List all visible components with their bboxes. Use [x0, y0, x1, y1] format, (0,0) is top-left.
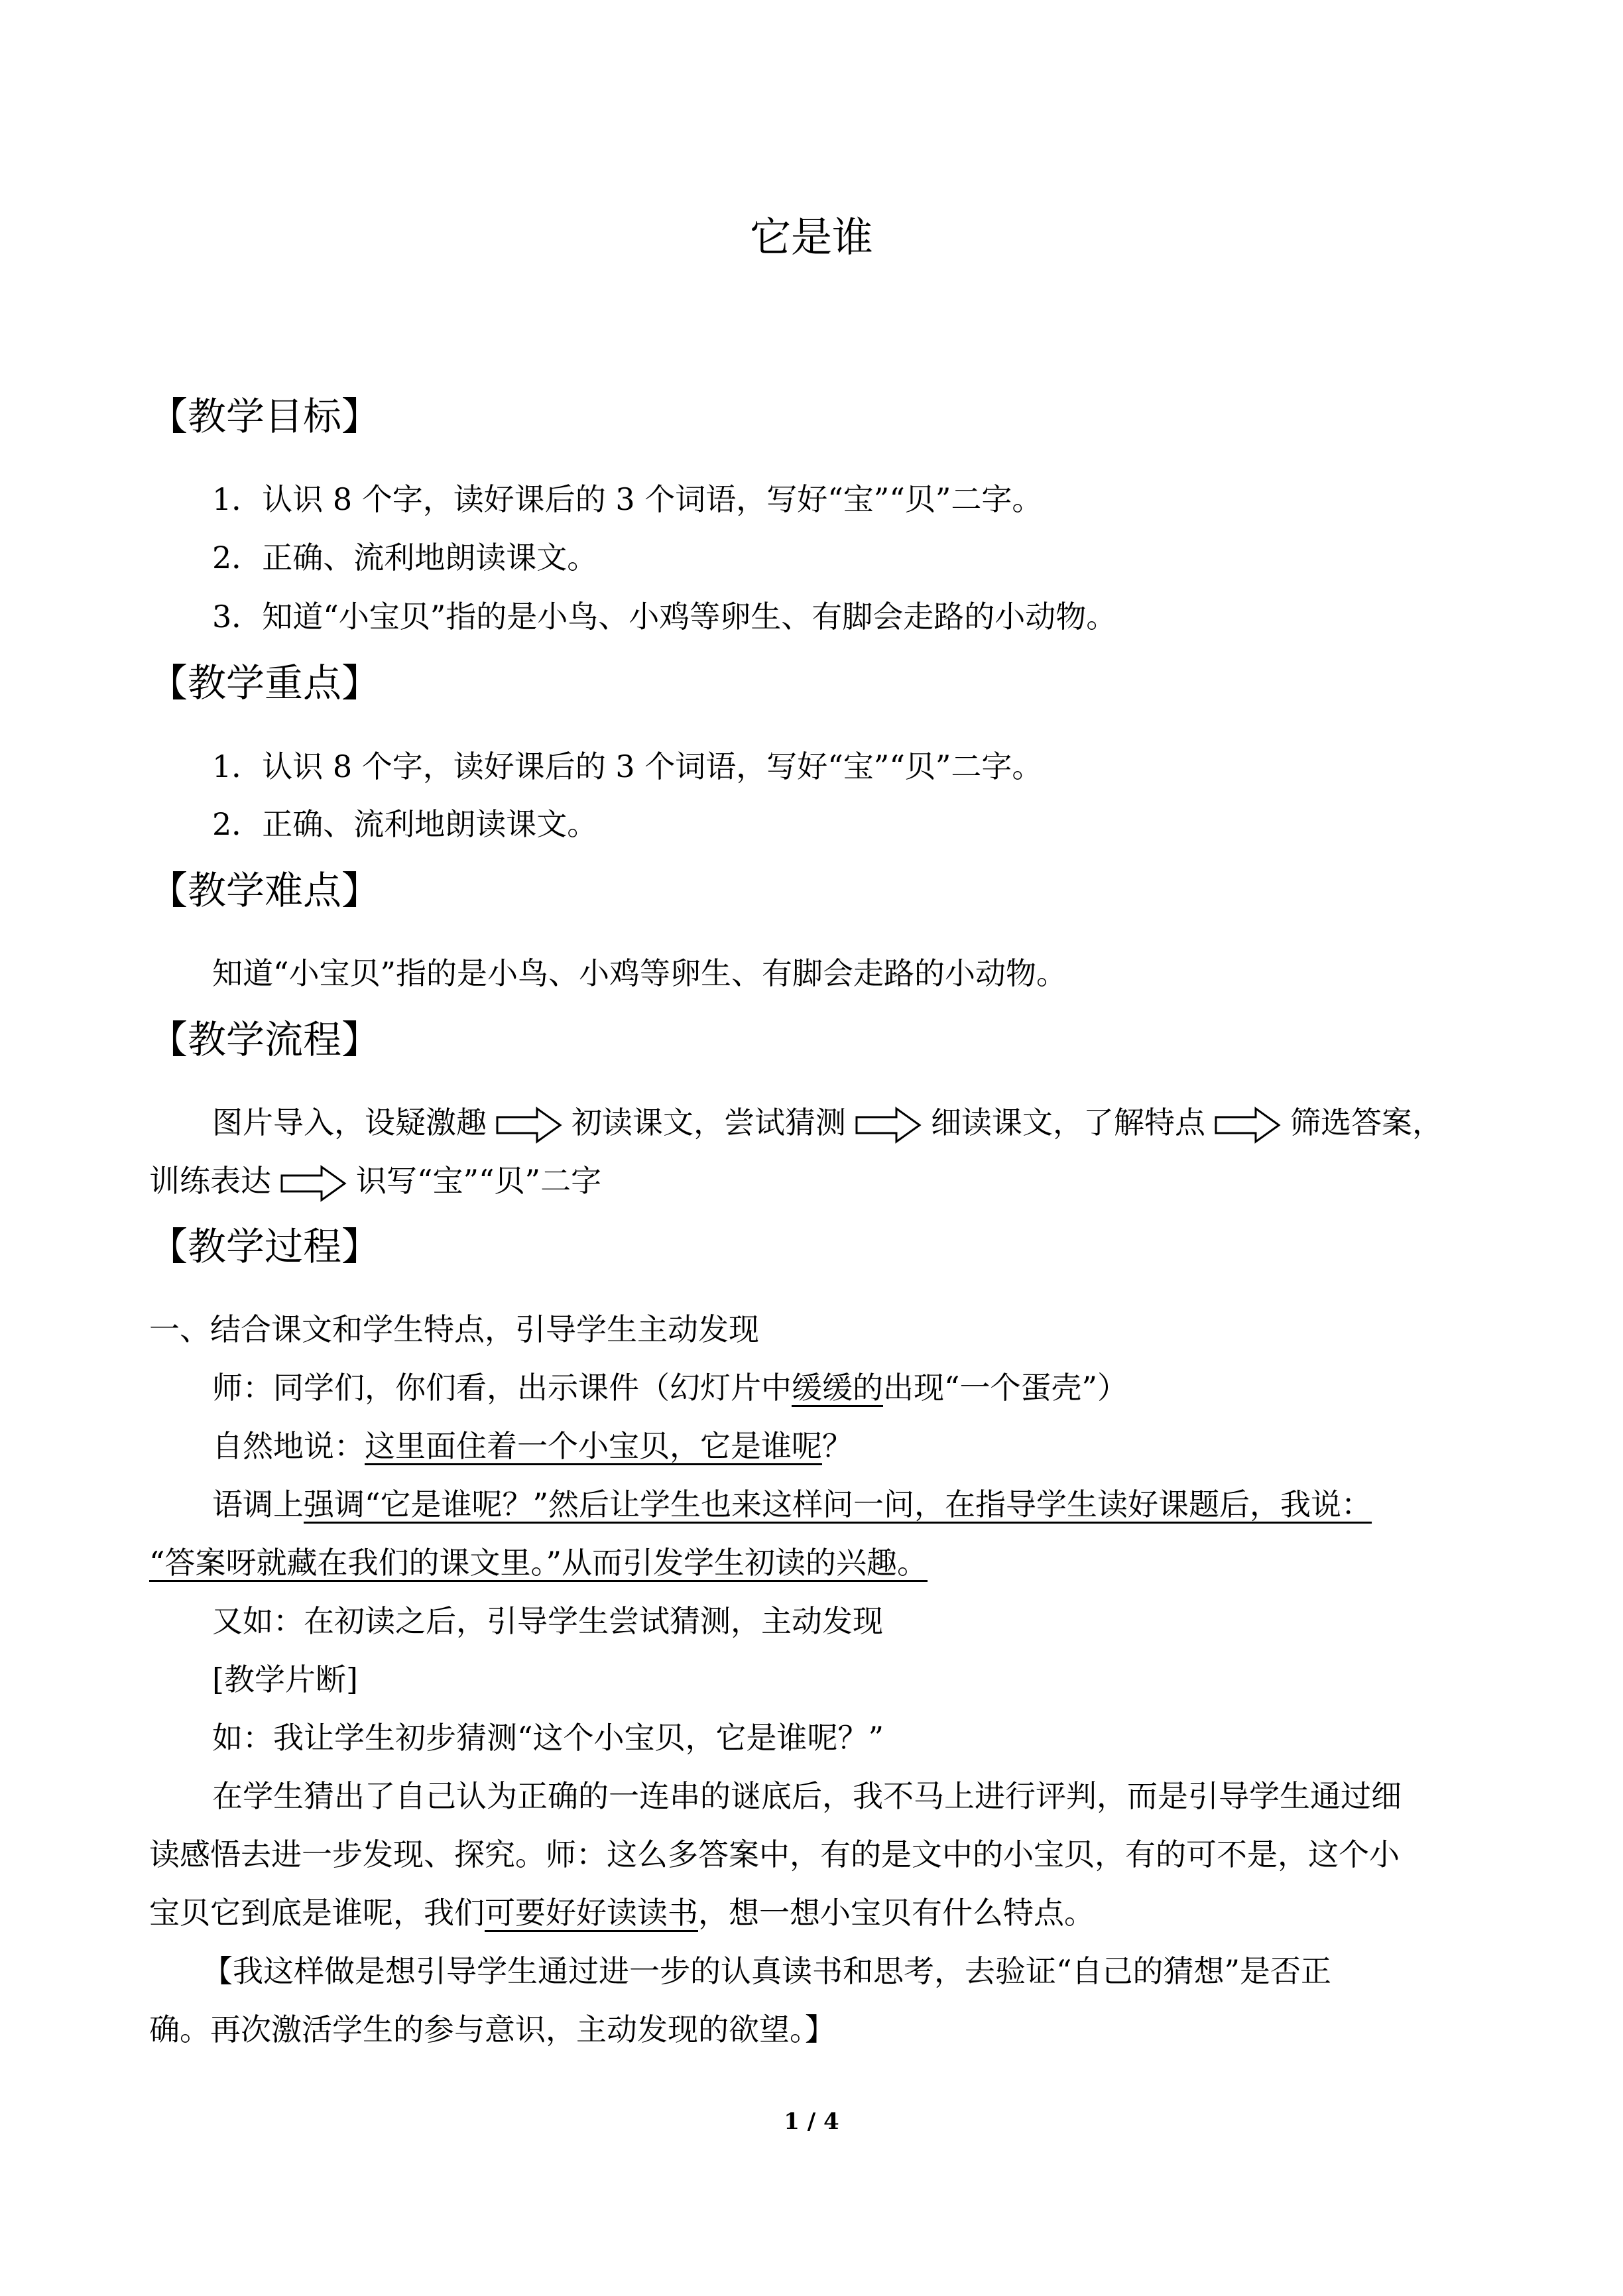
objectives-heading: 【教学目标】 — [149, 394, 381, 439]
objective-item: 1．认识 8 个字，读好课后的 3 个词语，写好“宝”“贝”二字。 — [212, 481, 1043, 517]
text-run: 语调上 — [212, 1486, 304, 1522]
paragraph-line — [149, 1891, 1095, 1935]
underlined-text: 缓缓的 — [792, 1370, 883, 1406]
right-arrow-icon — [855, 1107, 922, 1144]
flow-heading: 【教学流程】 — [149, 1017, 381, 1062]
text-run: ？ — [822, 1428, 853, 1464]
tone-line-2 — [149, 1541, 928, 1585]
flow-step: 训练表达 — [149, 1163, 271, 1199]
tone-line — [212, 1482, 1372, 1526]
flow-line-1 — [212, 1101, 1443, 1144]
part1-title: 一、结合课文和学生特点，引导学生主动发现 — [149, 1311, 759, 1347]
right-arrow-icon — [496, 1107, 562, 1144]
underlined-text: 强调“它是谁呢？”然后让学生也来这样问一问，在指导学生读好课题后，我说： — [304, 1486, 1372, 1522]
objective-item: 2．正确、流利地朗读课文。 — [212, 540, 598, 575]
paragraph-line: 读感悟去进一步发现、探究。师：这么多答案中，有的是文中的小宝贝，有的可不是，这个小 — [149, 1837, 1400, 1872]
text-run: 师：同学们，你们看，出示课件（幻灯片中 — [212, 1370, 792, 1406]
paragraph-line: 在学生猜出了自己认为正确的一连串的谜底后，我不马上进行评判，而是引导学生通过细 — [212, 1778, 1402, 1814]
teacher-line — [212, 1366, 1128, 1410]
key-point-item: 2．正确、流利地朗读课文。 — [212, 806, 598, 842]
underlined-text: 这里面住着一个小宝贝，它是谁呢 — [365, 1428, 822, 1464]
right-arrow-icon — [280, 1165, 347, 1202]
text-run: ，想一想小宝贝有什么特点。 — [698, 1895, 1095, 1931]
underlined-text: “答案呀就藏在我们的课文里。”从而引发学生初读的兴趣。 — [149, 1545, 928, 1581]
right-arrow-icon — [1215, 1107, 1281, 1144]
text-run: 自然地说： — [212, 1428, 365, 1464]
also-line: 又如：在初读之后，引导学生尝试猜测，主动发现 — [212, 1603, 883, 1639]
objective-item: 3．知道“小宝贝”指的是小鸟、小鸡等卵生、有脚会走路的小动物。 — [212, 599, 1117, 634]
flow-step: 细读课文，了解特点 — [931, 1105, 1205, 1140]
key-point-item: 1．认识 8 个字，读好课后的 3 个词语，写好“宝”“贝”二字。 — [212, 749, 1043, 784]
process-heading: 【教学过程】 — [149, 1224, 381, 1269]
difficulties-heading: 【教学难点】 — [149, 868, 381, 913]
natural-line — [212, 1424, 853, 1468]
flow-step: 识写“宝”“贝”二字 — [356, 1163, 602, 1199]
flow-step: 筛选答案， — [1290, 1105, 1443, 1140]
page-number: 1 / 4 — [784, 2108, 839, 2135]
note-line: 确。再次激活学生的参与意识，主动发现的欲望。】 — [149, 2012, 835, 2047]
key-points-heading: 【教学重点】 — [149, 660, 381, 705]
difficulty-text: 知道“小宝贝”指的是小鸟、小鸡等卵生、有脚会走路的小动物。 — [212, 955, 1067, 991]
page-title: 它是谁 — [749, 213, 873, 261]
flow-line-2 — [149, 1159, 601, 1203]
note-line: 【我这样做是想引导学生通过进一步的认真读书和思考，去验证“自己的猜想”是否正 — [202, 1953, 1332, 1989]
text-run: 宝贝它到底是谁呢，我们 — [149, 1895, 485, 1931]
fragment-label: [教学片断] — [212, 1662, 358, 1697]
flow-step: 图片导入，设疑激趣 — [212, 1105, 487, 1140]
underlined-text: 可要好好读读书 — [485, 1895, 698, 1931]
example-line: 如：我让学生初步猜测“这个小宝贝，它是谁呢？” — [212, 1720, 884, 1756]
text-run: 出现“一个蛋壳”） — [883, 1370, 1128, 1406]
flow-step: 初读课文，尝试猜测 — [571, 1105, 846, 1140]
